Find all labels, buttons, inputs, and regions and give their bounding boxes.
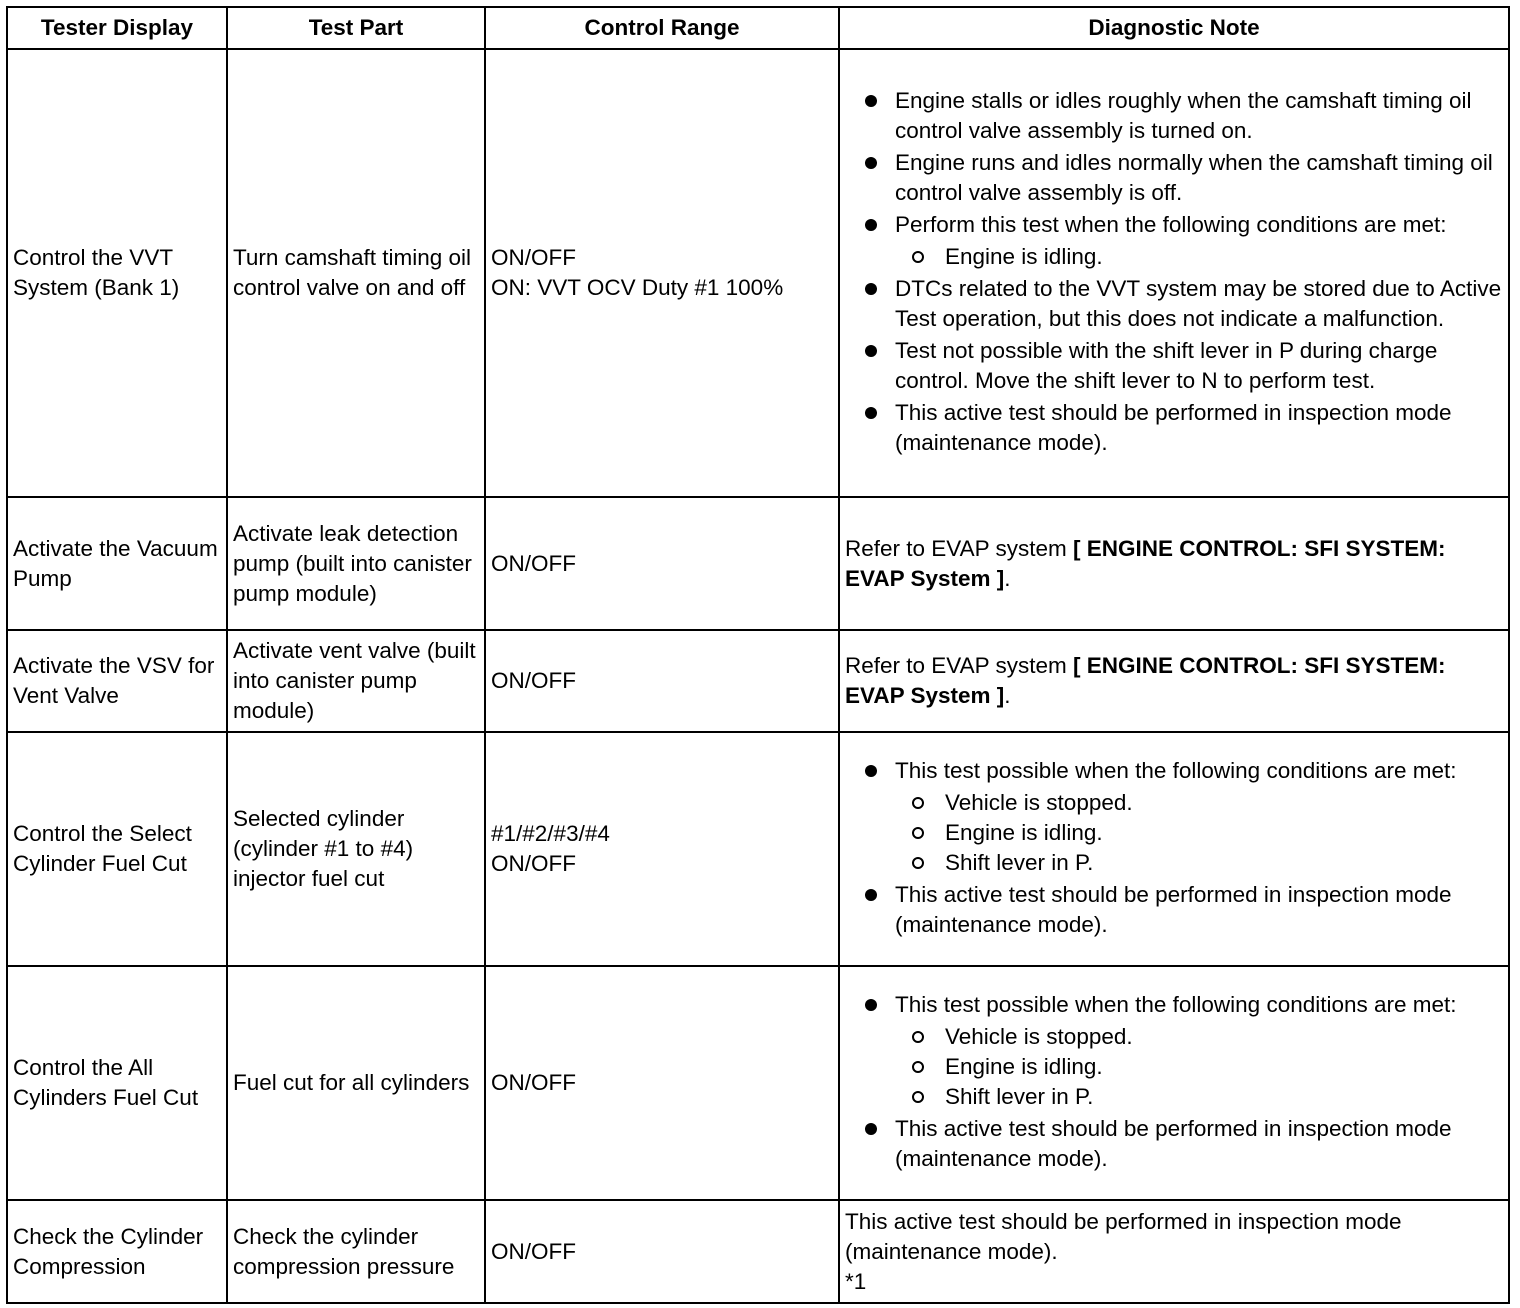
ref-link[interactable]: [ ENGINE CONTROL: SFI SYSTEM: EVAP System ] [845, 653, 1446, 708]
sub-note-item: Shift lever in P. [895, 1082, 1503, 1112]
note-list [845, 990, 1503, 1174]
table-row [7, 630, 1509, 732]
test-part-cell: Activate leak detection pump (built into canister pump module) [227, 497, 485, 630]
ref-prefix: Refer to EVAP system [845, 535, 1067, 561]
test-part-cell: Fuel cut for all cylinders [227, 966, 485, 1200]
note-item: Test not possible with the shift lever in P during charge control. Move the shift lever to N to perform test. [845, 336, 1503, 396]
control-range-line: #1/#2/#3/#4 [491, 821, 610, 846]
tester-display-cell: Check the Cylinder Compression [7, 1200, 227, 1303]
diagnostic-note-cell [839, 630, 1509, 732]
tester-display-cell: Control the Select Cylinder Fuel Cut [7, 732, 227, 966]
note-list [845, 86, 1503, 458]
control-range-cell: ON/OFF [485, 1200, 839, 1303]
diagnostic-note-cell [839, 732, 1509, 966]
note-item: Engine runs and idles normally when the camshaft timing oil control valve assembly is off. [845, 148, 1503, 208]
footnote-marker: *1 [845, 1268, 867, 1294]
sub-note-item: Vehicle is stopped. [895, 1022, 1503, 1052]
test-part-cell: Check the cylinder compression pressure [227, 1200, 485, 1303]
table-row [7, 1200, 1509, 1303]
table-row [7, 497, 1509, 630]
control-range-cell [485, 49, 839, 497]
diagnostic-note-cell [839, 966, 1509, 1200]
control-range-line: ON/OFF [491, 245, 576, 270]
note-item [845, 990, 1503, 1112]
sub-note-item: Shift lever in P. [895, 848, 1503, 878]
note-item: Engine stalls or idles roughly when the camshaft timing oil control valve assembly is turned on. [845, 86, 1503, 146]
tester-display-cell: Control the All Cylinders Fuel Cut [7, 966, 227, 1200]
ref-suffix: . [1004, 565, 1011, 591]
tester-display-cell: Activate the Vacuum Pump [7, 497, 227, 630]
plain-note: This active test should be performed in inspection mode (maintenance mode). [845, 1208, 1402, 1264]
note-item: This active test should be performed in inspection mode (maintenance mode). [845, 880, 1503, 940]
control-range-cell: ON/OFF [485, 966, 839, 1200]
note-item: This active test should be performed in inspection mode (maintenance mode). [845, 398, 1503, 458]
diagnostic-note-cell [839, 49, 1509, 497]
test-part-cell: Turn camshaft timing oil control valve on and off [227, 49, 485, 497]
sub-note-item: Vehicle is stopped. [895, 788, 1503, 818]
note-item-text: This test possible when the following conditions are met: [895, 992, 1457, 1017]
header-tester-display: Tester Display [7, 7, 227, 49]
diagnostic-note-cell [839, 497, 1509, 630]
table-row [7, 732, 1509, 966]
sub-note-item: Engine is idling. [895, 1052, 1503, 1082]
note-list [845, 756, 1503, 940]
sub-note-list [895, 788, 1503, 878]
ref-suffix: . [1004, 683, 1011, 708]
tester-display-cell: Activate the VSV for Vent Valve [7, 630, 227, 732]
active-test-table [6, 6, 1510, 1304]
table-row [7, 966, 1509, 1200]
header-control-range: Control Range [485, 7, 839, 49]
note-item-text: This test possible when the following conditions are met: [895, 758, 1457, 783]
note-item: DTCs related to the VVT system may be stored due to Active Test operation, but this does not indicate a malfunction. [845, 274, 1503, 334]
test-part-cell: Selected cylinder (cylinder #1 to #4) injector fuel cut [227, 732, 485, 966]
ref-prefix: Refer to EVAP system [845, 653, 1067, 678]
sub-note-list [895, 1022, 1503, 1112]
header-row [7, 7, 1509, 49]
control-range-line: ON: VVT OCV Duty #1 100% [491, 275, 784, 300]
table-row [7, 49, 1509, 497]
control-range-cell: ON/OFF [485, 630, 839, 732]
header-test-part: Test Part [227, 7, 485, 49]
note-item: This active test should be performed in inspection mode (maintenance mode). [845, 1114, 1503, 1174]
note-item [845, 210, 1503, 272]
control-range-line: ON/OFF [491, 851, 576, 876]
ref-link[interactable]: [ ENGINE CONTROL: SFI SYSTEM: EVAP System ] [845, 535, 1446, 591]
control-range-cell: ON/OFF [485, 497, 839, 630]
tester-display-cell: Control the VVT System (Bank 1) [7, 49, 227, 497]
header-diagnostic-note: Diagnostic Note [839, 7, 1509, 49]
note-item [845, 756, 1503, 878]
test-part-cell: Activate vent valve (built into canister pump module) [227, 630, 485, 732]
sub-note-list [895, 242, 1503, 272]
diagnostic-note-cell [839, 1200, 1509, 1303]
control-range-cell [485, 732, 839, 966]
note-item-text: Perform this test when the following conditions are met: [895, 212, 1447, 237]
sub-note-item: Engine is idling. [895, 242, 1503, 272]
sub-note-item: Engine is idling. [895, 818, 1503, 848]
